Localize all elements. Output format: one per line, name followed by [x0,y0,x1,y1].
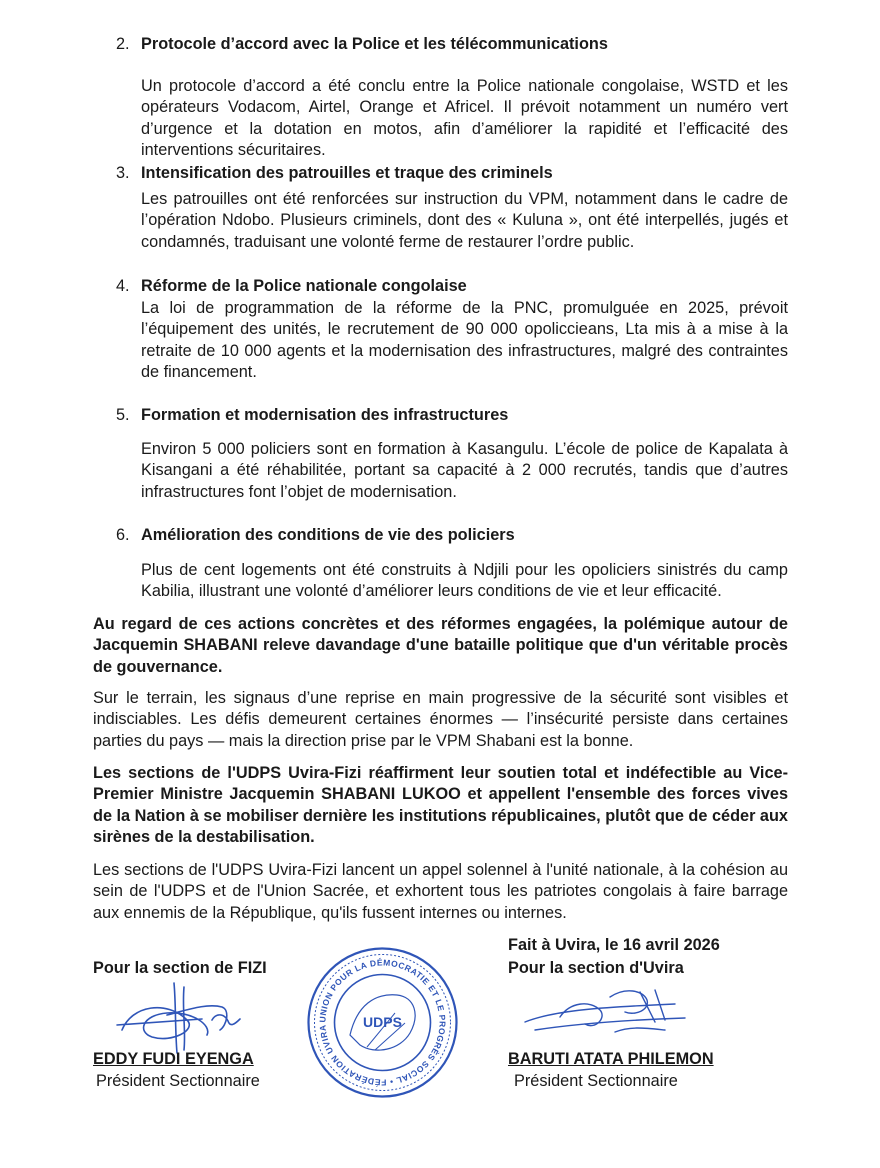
right-signatory-role: Président Sectionnaire [514,1072,678,1090]
section-heading: Protocole d’accord avec la Police et les télécommunications [141,35,608,53]
section-number: 6. [116,526,130,544]
section-3-title [116,163,553,184]
section-heading: Amélioration des conditions de vie des policiers [141,526,515,544]
right-signatory-name: BARUTI ATATA PHILEMON [508,1050,714,1068]
left-signatory-heading: Pour la section de FIZI [93,959,267,977]
stamp-center-text: UDPS [363,1014,402,1030]
left-signatory-role: Président Sectionnaire [96,1072,260,1090]
section-5-title [116,405,508,426]
field-paragraph: Sur le terrain, les signaus d’une reprise en main progressive de la sécurité sont visibles et indisciables. Les défis demeurent certaines énormes — l’insécurité persiste dans certaines parties du pays — mais la direction prise par le VPM Shabani est la bonne. [93,689,788,750]
section-4-title [116,276,467,297]
left-signature [112,975,262,1055]
section-number: 5. [116,406,130,424]
section-2-body: Un protocole d’accord a été conclu entre la Police nationale congolaise, WSTD et les opérateurs Vodacom, Airtel, Orange et Africel. Il prévoit notamment un numéro vert d’urgence et la dotation en motos, afin d’améliorer la rapidité et l’efficacité des interventions sécuritaires. [141,77,788,160]
stamp-ring-text: UNION POUR LA DÉMOCRATIE ET LE PROGRÈS SOCIAL • FÉDÉRATION UVIRA FIZI [302,937,448,1088]
svg-text:UNION POUR LA DÉMOCRATIE ET LE [302,937,447,1088]
conclusion-paragraph: Au regard de ces actions concrètes et des réformes engagées, la polémique autour de Jacquemin SHABANI releve davandage d'une bataille politique que d'un véritable procès de gouvernance. [93,615,788,676]
right-signature [515,982,695,1047]
right-signatory-heading: Pour la section d'Uvira [508,959,684,977]
left-signatory-name: EDDY FUDI EYENGA [93,1050,254,1068]
section-6-body: Plus de cent logements ont été construits à Ndjili pour les opoliciers sinistrés du camp Kabilia, illustrant une volonté d’améliorer leurs conditions de vie et leur efficacité. [141,561,788,601]
section-heading: Formation et modernisation des infrastructures [141,406,509,424]
place-date: Fait à Uvira, le 16 avril 2026 [508,936,720,954]
section-heading: Intensification des patrouilles et traque des criminels [141,164,553,182]
appeal-paragraph: Les sections de l'UDPS Uvira-Fizi lancent un appel solennel à l'unité nationale, à la cohésion au sein de l'UDPS et de l'Union Sacrée, et exhortent tous les patriotes congolais à faire barrage aux ennemis de la République, qu'ils fussent internes ou internes. [93,861,788,922]
udps-stamp [302,937,460,1100]
section-3-body: Les patrouilles ont été renforcées sur instruction du VPM, notamment dans le cadre de l’opération Ndobo. Plusieurs criminels, dont des « Kuluna », ont été interpellés, jugés et condamnés, traduisant une volonté ferme de restaurer l’ordre public. [141,190,788,251]
section-number: 4. [116,277,130,295]
section-6-title [116,525,515,546]
section-2-title [116,34,608,55]
section-5-body: Environ 5 000 policiers sont en formation à Kasangulu. L’école de police de Kapalata à Kisangani a été réhabilitée, portant sa capacité à 2 000 recrutés, tandis que d’autres infrastructures font l’objet de modernisation. [141,440,788,501]
section-heading: Réforme de la Police nationale congolaise [141,277,467,295]
section-number: 3. [116,164,130,182]
section-4-body: La loi de programmation de la réforme de la PNC, promulguée en 2025, prévoit l’équipement des unités, le recrutement de 90 000 opoliccieans, Lta mis à a mise à la retraite de 10 000 agents et la modernisation des infrastructures, malgré des contraintes de financement. [141,299,788,382]
section-number: 2. [116,35,130,53]
support-paragraph: Les sections de l'UDPS Uvira-Fizi réaffirment leur soutien total et indéfectible au Vice-Premier Ministre Jacquemin SHABANI LUKOO et appellent l'ensemble des forces vives de la Nation à se mobiliser dernière les institutions républicaines, plutôt que de céder aux sirènes de la destabilisation. [93,764,788,847]
